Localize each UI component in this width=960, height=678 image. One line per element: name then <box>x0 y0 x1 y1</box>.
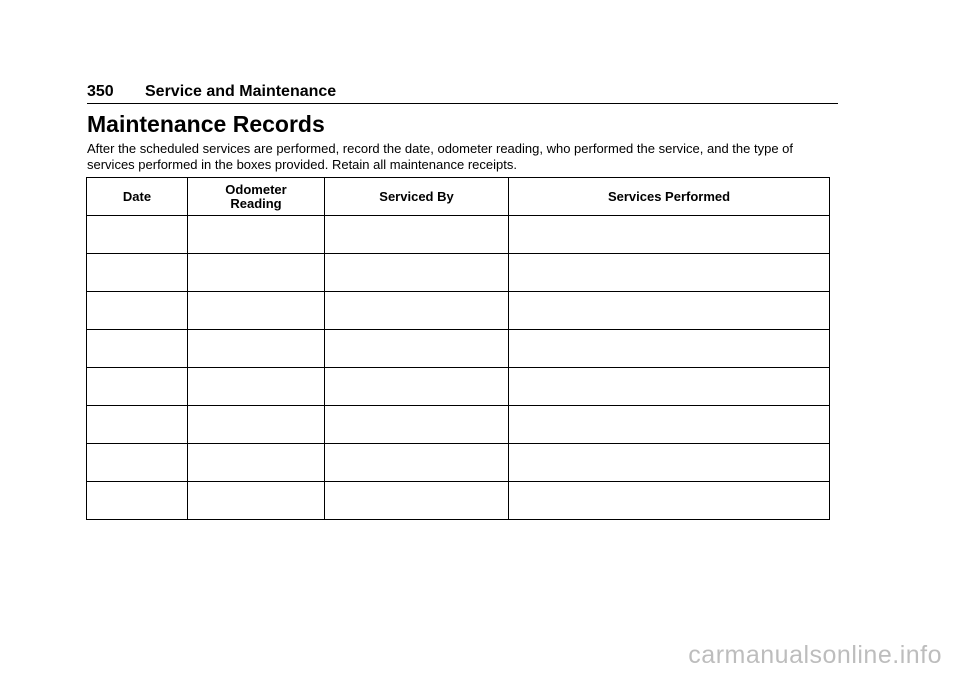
table-cell <box>325 368 509 406</box>
table-cell <box>325 406 509 444</box>
table-cell <box>325 330 509 368</box>
maintenance-records-table <box>86 177 830 520</box>
table-cell <box>325 216 509 254</box>
table-row <box>87 254 830 292</box>
table-cell <box>87 406 188 444</box>
page-number: 350 <box>87 83 114 100</box>
table-cell <box>188 482 325 520</box>
table-cell <box>87 330 188 368</box>
table-row <box>87 406 830 444</box>
table-cell <box>509 406 830 444</box>
page-header <box>87 83 838 104</box>
column-header-serviced-by: Serviced By <box>325 178 509 216</box>
table-cell <box>188 368 325 406</box>
table-cell <box>509 292 830 330</box>
table-cell <box>325 292 509 330</box>
table-cell <box>509 444 830 482</box>
table-cell <box>188 330 325 368</box>
watermark: carmanualsonline.info <box>688 641 942 669</box>
table-cell <box>325 254 509 292</box>
table-cell <box>509 368 830 406</box>
table-cell <box>87 368 188 406</box>
table-cell <box>87 482 188 520</box>
page-title: Maintenance Records <box>87 111 325 137</box>
table-header-row <box>87 178 830 216</box>
table-cell <box>87 216 188 254</box>
table-cell <box>188 292 325 330</box>
section-title: Service and Maintenance <box>145 83 337 100</box>
table-body <box>87 216 830 520</box>
table-row <box>87 292 830 330</box>
table-row <box>87 482 830 520</box>
table-row <box>87 330 830 368</box>
column-header-date: Date <box>87 178 188 216</box>
table-cell <box>509 330 830 368</box>
table-cell <box>509 216 830 254</box>
table-row <box>87 444 830 482</box>
intro-paragraph: After the scheduled services are performed, record the date, odometer reading, who performed the service, and the type of services performed in the boxes provided. Retain all maintenance receipts. <box>87 141 793 172</box>
table-cell <box>87 254 188 292</box>
table-cell <box>325 482 509 520</box>
table-cell <box>509 254 830 292</box>
column-header-services-performed: Services Performed <box>509 178 830 216</box>
table-cell <box>325 444 509 482</box>
table-cell <box>87 444 188 482</box>
column-header-odometer-reading: Odometer Reading <box>188 178 325 216</box>
table-row <box>87 216 830 254</box>
table-cell <box>509 482 830 520</box>
table-cell <box>87 292 188 330</box>
table-cell <box>188 406 325 444</box>
table-cell <box>188 254 325 292</box>
table-row <box>87 368 830 406</box>
table-cell <box>188 444 325 482</box>
table-cell <box>188 216 325 254</box>
